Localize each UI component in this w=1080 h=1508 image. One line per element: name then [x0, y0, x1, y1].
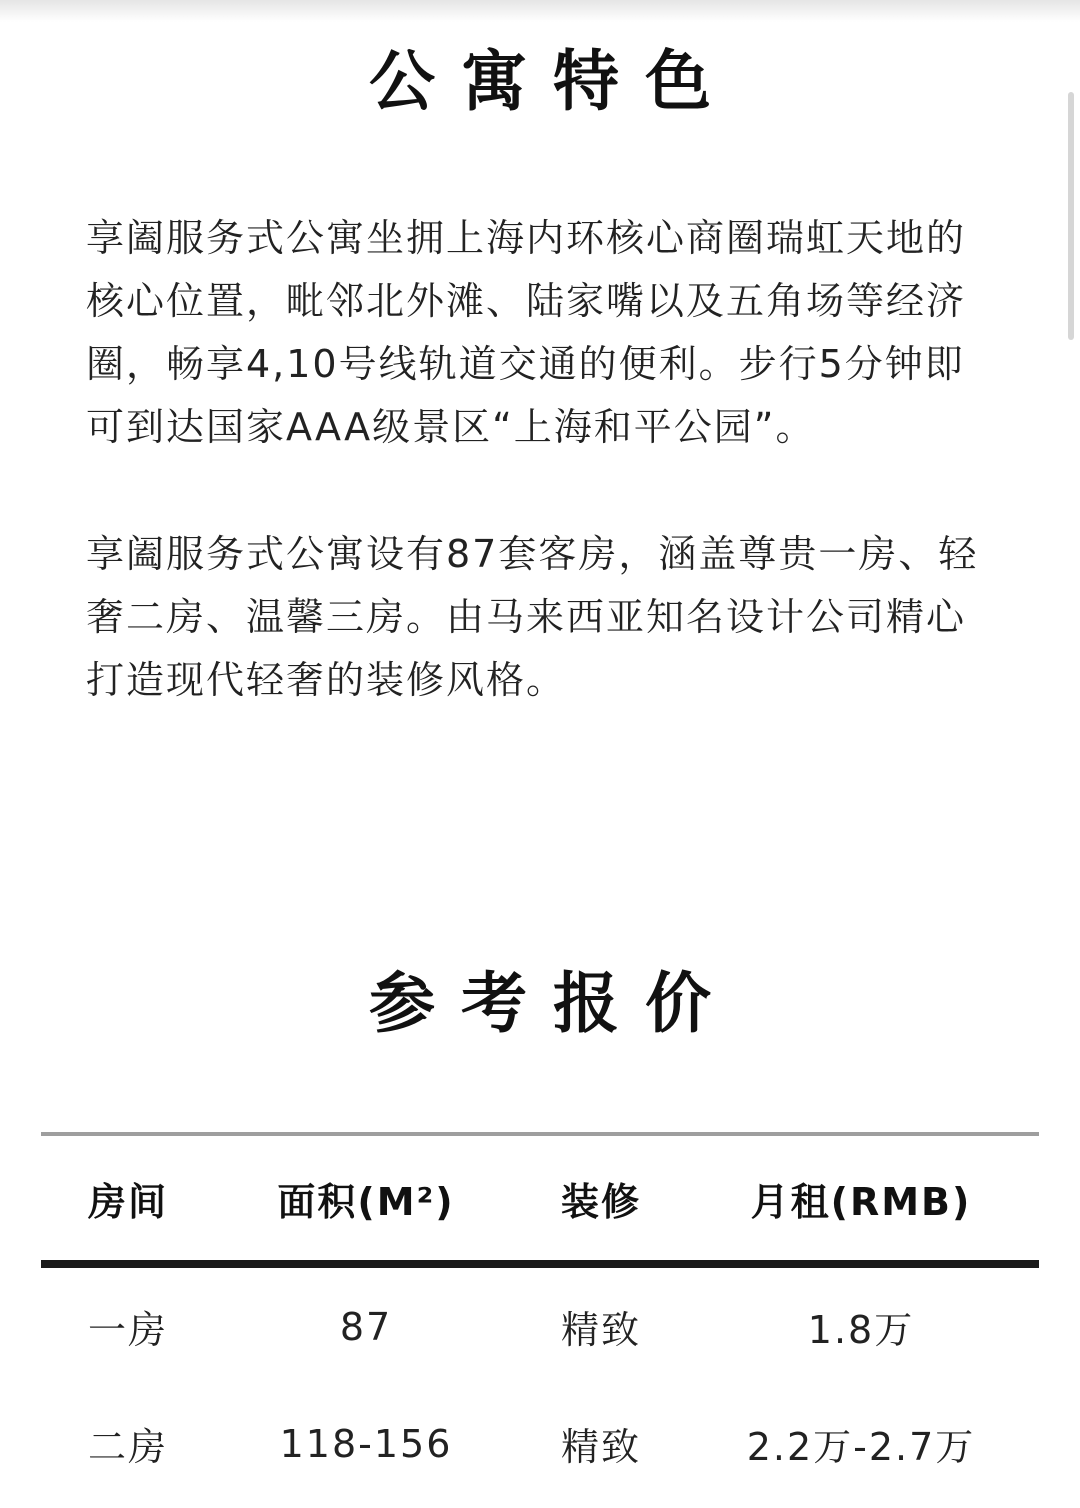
cell-area: 118-156	[279, 1421, 453, 1466]
cell-decoration: 精致	[560, 1425, 641, 1469]
cell-area: 87	[339, 1304, 393, 1349]
header-decoration: 装修	[560, 1179, 641, 1224]
price-table	[41, 1132, 1039, 1502]
cell-decoration: 精致	[560, 1308, 641, 1352]
table-header-row	[41, 1136, 1039, 1260]
table-row	[41, 1385, 1039, 1502]
vertical-scrollbar[interactable]	[1068, 92, 1074, 340]
features-paragraph-location: 享阖服务式公寓坐拥上海内环核心商圈瑞虹天地的核心位置，毗邻北外滩、陆家嘴以及五角场等经济圈，畅享4,10号线轨道交通的便利。步行5分钟即可到达国家AAA级景区“上海和平公园”。	[86, 216, 967, 449]
pricing-title: 参考报价	[369, 965, 737, 1042]
header-area: 面积(M²)	[277, 1179, 455, 1224]
features-title: 公寓特色	[369, 43, 737, 120]
cell-monthly-rent: 1.8万	[807, 1308, 915, 1352]
cell-room: 二房	[88, 1425, 169, 1469]
header-room: 房间	[88, 1179, 169, 1224]
table-header-rule	[41, 1260, 1039, 1268]
top-edge-shadow	[0, 0, 1080, 22]
cell-room: 一房	[88, 1308, 169, 1352]
table-row	[41, 1268, 1039, 1385]
header-monthly-rent: 月租(RMB)	[750, 1179, 972, 1224]
features-paragraph-rooms: 享阖服务式公寓设有87套客房，涵盖尊贵一房、轻奢二房、温馨三房。由马来西亚知名设计公司精心打造现代轻奢的装修风格。	[86, 532, 979, 702]
cell-monthly-rent: 2.2万-2.7万	[746, 1425, 976, 1469]
